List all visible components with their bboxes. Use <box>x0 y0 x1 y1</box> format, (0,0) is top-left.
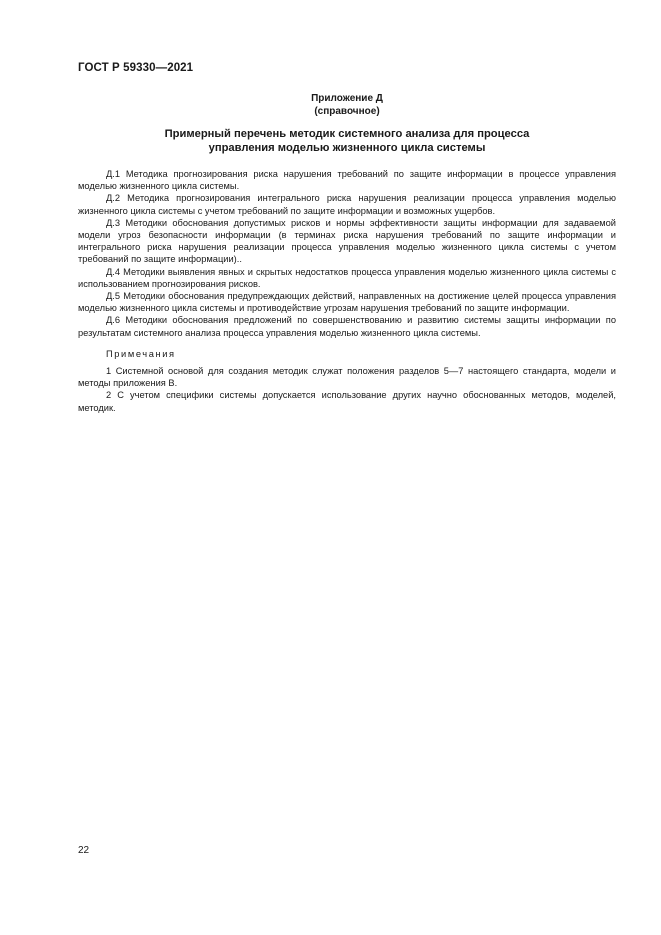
paragraph-d3: Д.3 Методики обоснования допустимых рисков и нормы эффективности защиты информации для задаваемой модели угроз безопасности информации (в терминах риска нарушения требований по защите информации и интегрального риска нарушения реализации процесса управления моделью жизненного цикла системы с учетом требований по защите информации).. <box>78 217 616 265</box>
note-1: 1 Системной основой для создания методик служат положения разделов 5—7 настоящего стандарта, модели и методы приложения В. <box>78 366 616 389</box>
appendix-status: (справочное) <box>314 106 380 117</box>
appendix-title <box>78 127 616 155</box>
appendix-title-line-2: управления моделью жизненного цикла системы <box>208 142 486 154</box>
appendix-label: Приложение Д <box>311 93 383 104</box>
paragraph-d4: Д.4 Методики выявления явных и скрытых недостатков процесса управления моделью жизненного цикла системы с использованием прогнозирования рисков. <box>78 266 616 289</box>
paragraph-d1: Д.1 Методика прогнозирования риска нарушения требований по защите информации в процессе управления моделью жизненного цикла системы. <box>78 169 616 192</box>
paragraph-d6: Д.6 Методики обоснования предложений по совершенствованию и развитию системы защиты информации по результатам системного анализа процесса управления моделью жизненного цикла системы. <box>78 315 616 338</box>
appendix-heading <box>78 92 616 118</box>
appendix-title-line-1: Примерный перечень методик системного анализа для процесса <box>164 128 530 140</box>
page-number: 22 <box>78 845 90 856</box>
paragraph-d5: Д.5 Методики обоснования предупреждающих действий, направленных на достижение целей процесса управления моделью жизненного цикла системы и противодействие угрозам нарушения требований по защите информации. <box>78 291 616 314</box>
note-2: 2 С учетом специфики системы допускается использование других научно обоснованных методов, моделей, методик. <box>78 390 616 413</box>
document-header: ГОСТ Р 59330—2021 <box>78 62 194 74</box>
paragraph-d2: Д.2 Методика прогнозирования интегрального риска нарушения реализации процесса управления моделью жизненного цикла системы с учетом требований по защите информации и возможных ущербов. <box>78 193 616 216</box>
notes-label: Примечания <box>106 348 176 359</box>
appendix-body <box>78 168 616 414</box>
